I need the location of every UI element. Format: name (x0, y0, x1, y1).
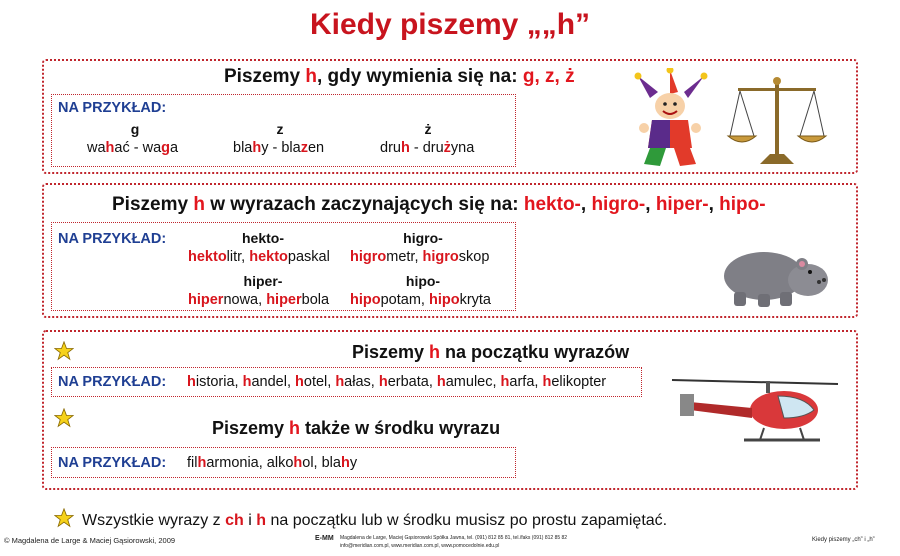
group-words-hiper: hipernowa, hiperbola (188, 292, 330, 308)
star-icon (54, 508, 74, 528)
group-head-hiper: hiper- (243, 273, 283, 289)
hippo-illustration (718, 240, 830, 308)
section-middle-heading: Piszemy h także w środku wyrazu (212, 418, 501, 438)
group-words-higro: higrometr, higroskop (350, 249, 490, 265)
helicopter-illustration (668, 366, 844, 450)
section-start-words: historia, handel, hotel, hałas, herbata, hamulec, harfa, helikopter (187, 374, 607, 390)
section-prefixes-heading: Piszemy h w wyrazach zaczynających się na: hekto-, higro-, hiper-, hipo- (112, 194, 766, 215)
example-blahy: blahy - blazen (233, 140, 325, 156)
scales-illustration (726, 74, 828, 166)
publisher-address: Magdalena de Large, Maciej Gąsiorowski Spółka Jawna, tel. (091) 812 85 81, tel./faks (091) 812 85 82 (340, 535, 568, 541)
section-start-heading: Piszemy h na początku wyrazów (352, 342, 630, 362)
group-head-higro: higro- (403, 230, 443, 246)
page-title: Kiedy piszemy „„h” (309, 8, 591, 41)
copyright: © Magdalena de Large & Maciej Gąsiorowski, 2009 (4, 536, 176, 545)
publisher-logo: E-MM (315, 535, 334, 542)
group-head-hekto: hekto- (242, 230, 284, 246)
star-icon (54, 341, 74, 361)
section-start-label: NA PRZYKŁAD: (58, 374, 167, 390)
group-head-hipo: hipo- (405, 273, 441, 289)
group-words-hipo: hipopotam, hipokryta (350, 292, 491, 308)
group-words-hekto: hektolitr, hektopaskal (188, 249, 330, 265)
example-wahac: wahać - waga (87, 140, 179, 156)
section-gzz-label: NA PRZYKŁAD: (58, 100, 167, 116)
section-middle-label: NA PRZYKŁAD: (58, 455, 167, 471)
example-druh: druh - drużyna (380, 140, 475, 156)
jester-illustration (630, 68, 710, 168)
letter-zh: ż (424, 121, 432, 137)
poster-code: Kiedy piszemy „ch” i „h” (812, 537, 875, 543)
section-prefixes-label: NA PRZYKŁAD: (58, 231, 167, 247)
remember-note: Wszystkie wyrazy z ch i h na początku lub w środku musisz po prostu zapamiętać. (82, 512, 668, 529)
publisher-web: info@meridian.com.pl, www.meridian.com.pl, www.pomocedolnie.edu.pl (340, 543, 500, 549)
section-gzz-heading: Piszemy h, gdy wymienia się na: g, z, ż (224, 66, 575, 87)
section-middle-words: filharmonia, alkohol, blahy (187, 455, 358, 471)
letter-g: g (130, 121, 140, 137)
letter-z: z (276, 121, 284, 137)
star-icon (54, 408, 74, 428)
